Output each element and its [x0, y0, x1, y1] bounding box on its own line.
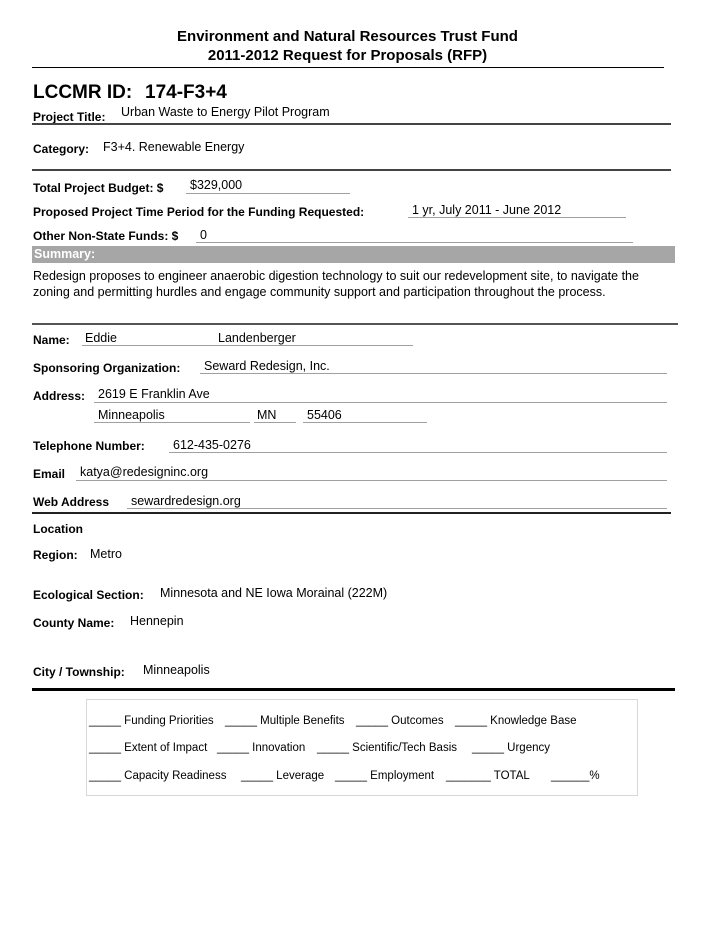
score-leverage: _____ Leverage [241, 770, 325, 782]
budget-underline [186, 193, 350, 194]
ecological-section-value: Minnesota and NE Iowa Morainal (222M) [160, 586, 388, 600]
category-label: Category: [33, 142, 90, 156]
score-scientific-tech-basis: _____ Scientific/Tech Basis [317, 742, 457, 754]
city-underline [94, 422, 250, 423]
budget-label: Total Project Budget: $ [33, 181, 164, 195]
score-knowledge-base: _____ Knowledge Base [455, 715, 577, 727]
state-value: MN [257, 408, 277, 422]
sponsoring-org-label: Sponsoring Organization: [33, 361, 181, 375]
ecological-section-label: Ecological Section: [33, 588, 144, 602]
summary-text: Redesign proposes to engineer anaerobic digestion technology to suit our redevelopment site, to navigate the zoning and permitting hurdles and engage community support and participation throughout the process. [33, 269, 639, 299]
telephone-underline [169, 452, 667, 453]
section-divider [32, 123, 671, 125]
region-label: Region: [33, 548, 78, 562]
city-township-value: Minneapolis [143, 663, 210, 677]
location-heading: Location [33, 522, 83, 536]
name-underline [82, 345, 413, 346]
web-underline [127, 508, 667, 509]
time-period-value: 1 yr, July 2011 - June 2012 [412, 203, 562, 217]
county-name-value: Hennepin [130, 614, 184, 628]
name-label: Name: [33, 333, 70, 347]
email-label: Email [33, 467, 66, 481]
state-underline [254, 422, 296, 423]
telephone-value: 612-435-0276 [173, 438, 251, 452]
score-employment: _____ Employment [335, 770, 435, 782]
project-title-label: Project Title: [33, 110, 106, 124]
score-multiple-benefits: _____ Multiple Benefits [225, 715, 345, 727]
budget-value: $329,000 [190, 178, 243, 192]
time-period-underline [408, 217, 626, 218]
section-divider [32, 323, 678, 325]
city-value: Minneapolis [98, 408, 165, 422]
score-extent-of-impact: _____ Extent of Impact [89, 742, 208, 754]
non-state-label: Other Non-State Funds: $ [33, 229, 179, 243]
form-subtitle: 2011-2012 Request for Proposals (RFP) [207, 47, 488, 64]
web-address-label: Web Address [33, 495, 110, 509]
header-divider [32, 67, 664, 68]
street-underline [94, 402, 667, 403]
zip-underline [303, 422, 427, 423]
section-divider [32, 512, 671, 514]
last-name-value: Landenberger [218, 331, 296, 345]
form-title: Environment and Natural Resources Trust Fund [177, 28, 518, 45]
section-divider [32, 688, 675, 691]
telephone-label: Telephone Number: [33, 439, 145, 453]
time-period-label: Proposed Project Time Period for the Funding Requested: [33, 205, 365, 219]
lccmr-id-label: LCCMR ID: [33, 82, 133, 103]
address-label: Address: [33, 389, 86, 403]
sponsoring-org-value: Seward Redesign, Inc. [204, 359, 330, 373]
web-address-value: sewardredesign.org [131, 494, 241, 508]
non-state-underline [196, 242, 633, 243]
zip-value: 55406 [307, 408, 342, 422]
non-state-value: 0 [200, 228, 207, 242]
email-underline [76, 480, 667, 481]
county-name-label: County Name: [33, 616, 115, 630]
score-urgency: _____ Urgency [472, 742, 550, 754]
score-total: _______ TOTAL [446, 770, 530, 782]
score-percent: ______% [551, 770, 600, 782]
email-value: katya@redesigninc.org [80, 465, 209, 479]
category-value: F3+4. Renewable Energy [103, 140, 245, 154]
score-capacity-readiness: _____ Capacity Readiness [89, 770, 227, 782]
score-outcomes: _____ Outcomes [356, 715, 444, 727]
summary-header [32, 246, 675, 263]
region-value: Metro [90, 547, 122, 561]
street-value: 2619 E Franklin Ave [98, 387, 210, 401]
summary-label: Summary: [34, 247, 96, 261]
city-township-label: City / Township: [33, 665, 125, 679]
org-underline [200, 373, 667, 374]
score-funding-priorities: _____ Funding Priorities [89, 715, 214, 727]
first-name-value: Eddie [85, 331, 117, 345]
lccmr-id-value: 174-F3+4 [145, 82, 227, 103]
section-divider [32, 169, 671, 171]
project-title-value: Urban Waste to Energy Pilot Program [121, 105, 330, 119]
score-innovation: _____ Innovation [217, 742, 306, 754]
